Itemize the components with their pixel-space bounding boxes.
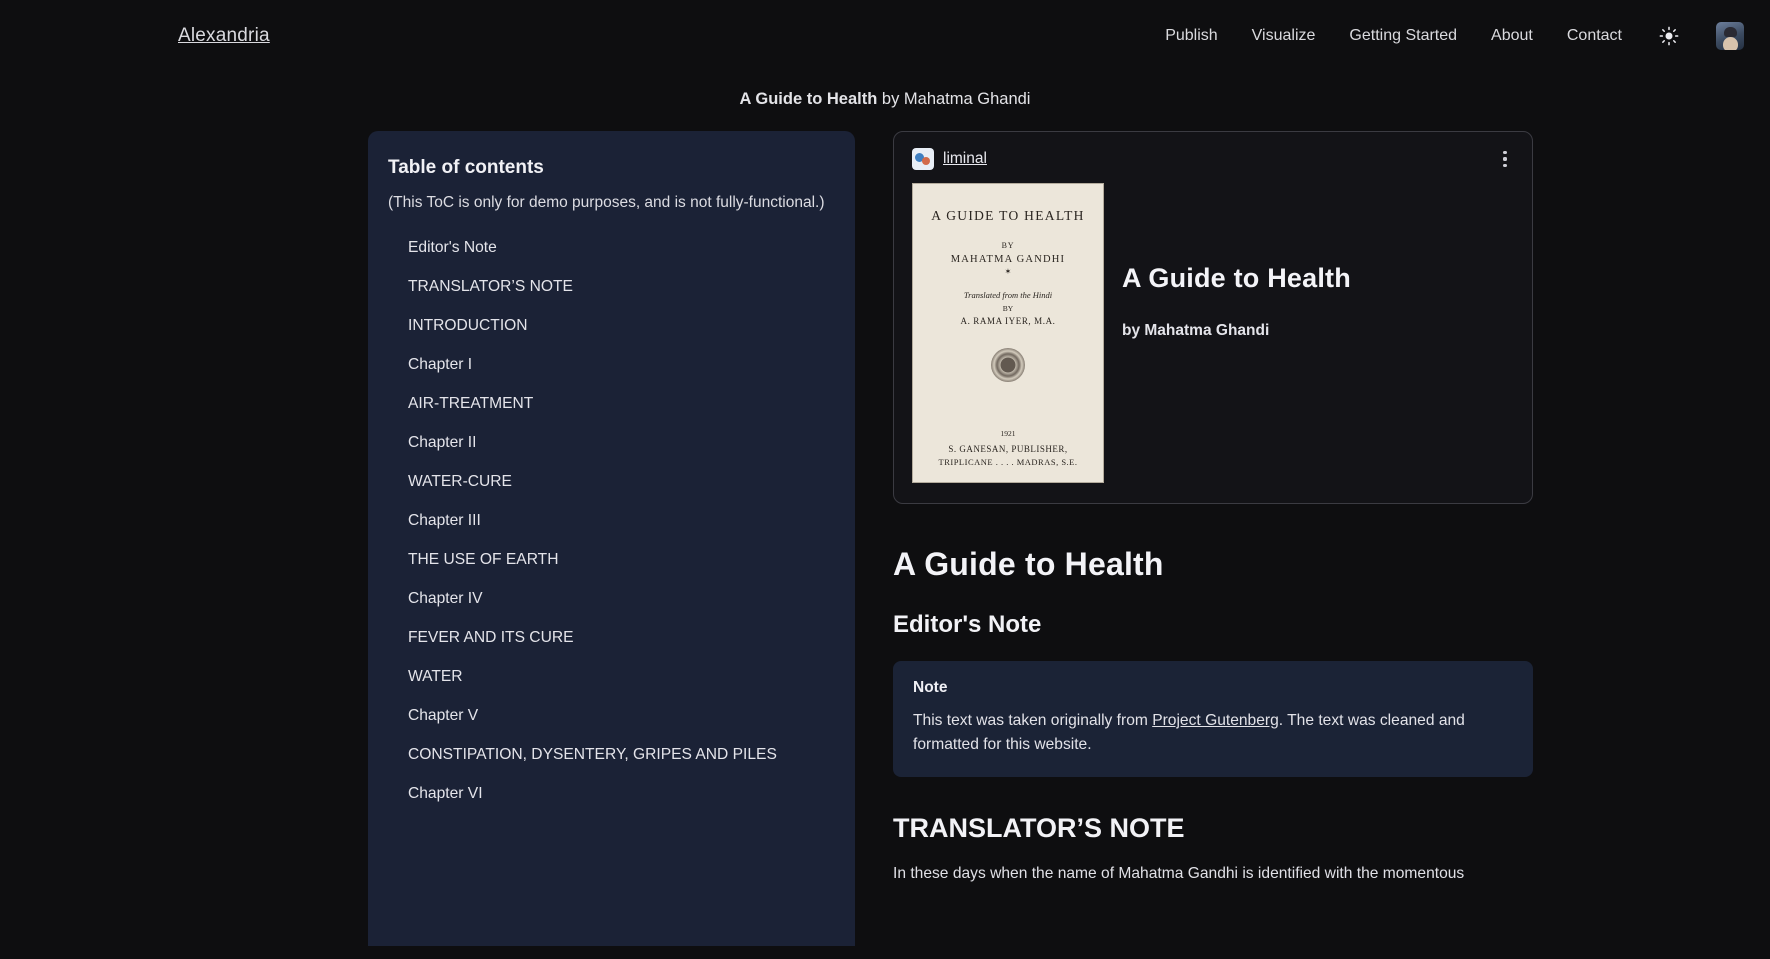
cover-translated-note: Translated from the Hindi <box>963 290 1053 300</box>
preview-site-link[interactable]: liminal <box>943 150 987 167</box>
nav-links <box>1165 22 1744 50</box>
toc-list <box>388 228 831 813</box>
list-item <box>388 384 831 423</box>
note-text-before: This text was taken originally from <box>913 712 1153 729</box>
toc-item-translators-note[interactable]: TRANSLATOR’S NOTE <box>408 277 573 295</box>
page-title: A Guide to Health <box>893 546 1164 582</box>
toc-item-water-cure[interactable]: WATER-CURE <box>408 472 512 490</box>
toc-title: Table of contents <box>388 157 544 178</box>
toc-item-chapter-ii[interactable]: Chapter II <box>408 433 477 451</box>
project-gutenberg-link[interactable]: Project Gutenberg <box>1152 712 1279 729</box>
book-cover-image <box>912 183 1104 483</box>
sun-icon[interactable] <box>1656 23 1682 49</box>
toc-item-the-use-of-earth[interactable]: THE USE OF EARTH <box>408 550 559 568</box>
book-header-author: by Mahatma Ghandi <box>877 90 1031 108</box>
cover-year: 1921 <box>1000 429 1016 438</box>
toc-item-chapter-iv[interactable]: Chapter IV <box>408 589 483 607</box>
preview-card-body <box>912 183 1514 483</box>
toc-item-fever-and-its-cure[interactable]: FEVER AND ITS CURE <box>408 628 574 646</box>
list-item <box>388 267 831 306</box>
note-text-after: . The text was cleaned and formatted for this website. <box>913 712 1465 754</box>
preview-card-meta <box>1122 183 1351 483</box>
list-item <box>388 345 831 384</box>
note-callout <box>893 661 1533 777</box>
toc-note: (This ToC is only for demo purposes, and is not fully-functional.) <box>388 194 825 211</box>
note-label: Note <box>913 679 948 696</box>
kebab-menu-icon[interactable] <box>1496 148 1514 170</box>
cover-separator: ✶ <box>1004 267 1012 276</box>
toc-item-water[interactable]: WATER <box>408 667 463 685</box>
list-item <box>388 618 831 657</box>
nav-link-getting-started[interactable]: Getting Started <box>1349 27 1458 44</box>
list-item <box>388 423 831 462</box>
list-item <box>388 306 831 345</box>
cover-by: BY <box>1001 241 1015 250</box>
cover-translator: A. RAMA IYER, M.A. <box>960 316 1056 326</box>
page-columns <box>0 131 1770 946</box>
toc-item-chapter-vi[interactable]: Chapter VI <box>408 784 483 802</box>
avatar[interactable] <box>1716 22 1744 50</box>
book-header-title: A Guide to Health <box>739 90 878 108</box>
cover-publisher-address: TRIPLICANE . . . . MADRAS, S.E. <box>938 457 1078 467</box>
top-navbar <box>0 0 1770 72</box>
note-text <box>913 709 1513 757</box>
book-header <box>0 72 1770 131</box>
list-item <box>388 735 831 774</box>
toc-item-chapter-i[interactable]: Chapter I <box>408 355 473 373</box>
list-item <box>388 228 831 267</box>
toc-item-chapter-v[interactable]: Chapter V <box>408 706 479 724</box>
cover-ornament-icon <box>991 348 1025 382</box>
list-item <box>388 579 831 618</box>
list-item <box>388 540 831 579</box>
cover-author: MAHATMA GANDHI <box>950 254 1066 265</box>
cover-by-second: BY <box>1002 304 1014 313</box>
list-item <box>388 657 831 696</box>
preview-book-author: by Mahatma Ghandi <box>1122 322 1270 339</box>
list-item <box>388 462 831 501</box>
translators-note-heading: TRANSLATOR’S NOTE <box>893 813 1185 844</box>
cover-publisher: S. GANESAN, PUBLISHER, <box>948 444 1068 454</box>
toc-item-constipation[interactable]: CONSTIPATION, DYSENTERY, GRIPES AND PILES <box>408 745 777 763</box>
editors-note-heading: Editor's Note <box>893 611 1042 638</box>
toc-item-air-treatment[interactable]: AIR-TREATMENT <box>408 394 534 412</box>
nav-link-about[interactable]: About <box>1491 27 1533 44</box>
nav-link-contact[interactable]: Contact <box>1566 27 1622 44</box>
list-item <box>388 774 831 813</box>
translators-note-paragraph: In these days when the name of Mahatma Gandhi is identified with the momentous <box>893 865 1465 883</box>
list-item <box>388 696 831 735</box>
brand-logo[interactable]: Alexandria <box>178 25 270 46</box>
table-of-contents <box>368 131 855 946</box>
liminal-favicon-icon <box>912 148 934 170</box>
main-content <box>893 131 1533 887</box>
preview-card-header <box>912 148 1514 170</box>
toc-item-introduction[interactable]: INTRODUCTION <box>408 316 528 334</box>
toc-item-editors-note[interactable]: Editor's Note <box>408 238 497 256</box>
nav-link-publish[interactable]: Publish <box>1165 27 1218 44</box>
toc-item-chapter-iii[interactable]: Chapter III <box>408 511 481 529</box>
preview-book-title: A Guide to Health <box>1122 263 1351 293</box>
book-preview-card <box>893 131 1533 504</box>
nav-link-visualize[interactable]: Visualize <box>1251 27 1316 44</box>
list-item <box>388 501 831 540</box>
cover-title: A GUIDE TO HEALTH <box>931 208 1085 223</box>
